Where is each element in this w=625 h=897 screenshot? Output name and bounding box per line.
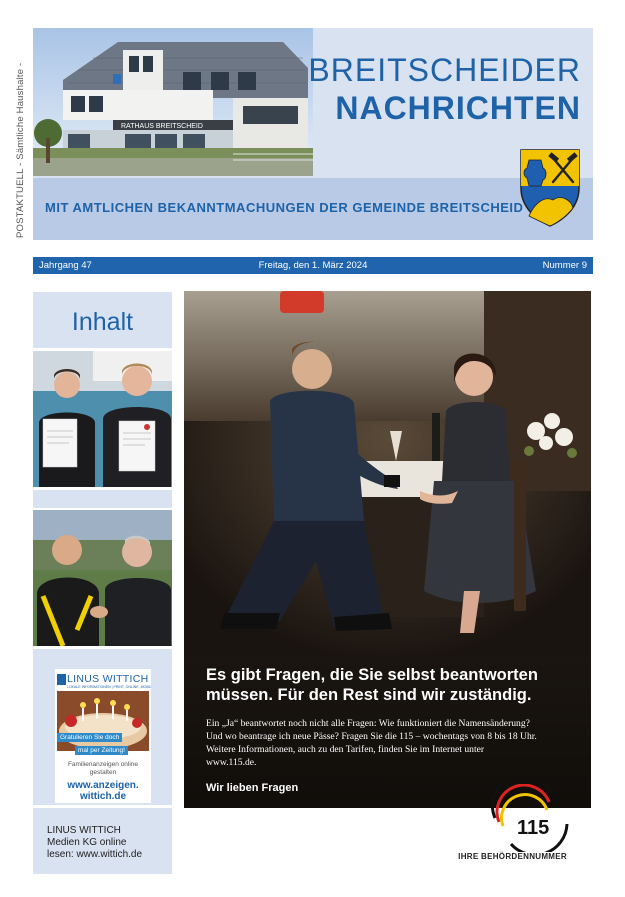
- proposal-scene-illustration: [184, 291, 591, 661]
- online-info-line-2: Medien KG online: [47, 837, 127, 848]
- building-sign: RATHAUS BREITSCHEID: [121, 123, 203, 130]
- boys-certificates-illustration: [33, 351, 172, 487]
- promo-tag-1: Gratulieren Sie doch: [57, 733, 122, 742]
- ad-body-line-4[interactable]: www.115.de.: [206, 757, 257, 768]
- online-info-text: [47, 825, 142, 861]
- title-line-2: NACHRICHTEN: [335, 90, 581, 126]
- online-info-line-3[interactable]: lesen: www.wittich.de: [47, 849, 143, 860]
- photo-two-men-handshake[interactable]: [33, 510, 172, 646]
- promo-text: Familienanzeigen online gestalten: [67, 761, 139, 776]
- subtitle-band: [33, 178, 593, 240]
- ad-headline-2: müssen. Für den Rest sind wir zuständig.: [206, 686, 532, 704]
- issue-date: Freitag, den 1. März 2024: [258, 260, 368, 271]
- promo-tag-2: mal per Zeitung!: [75, 746, 128, 755]
- ad-body-line-2: Und wo beantrage ich neue Pässe? Fragen Sie die 115 – wochentags von 8 bis 18 Uhr.: [206, 731, 537, 742]
- promo-url-line-2[interactable]: wittich.de: [79, 791, 127, 802]
- logo-number: 115: [517, 817, 550, 839]
- side-distribution-note: [0, 0, 30, 897]
- wittich-promo-box: [33, 667, 172, 805]
- promo-url[interactable]: [55, 780, 151, 802]
- side-text: POSTAKTUELL - Sämtliche Haushalte -: [15, 62, 26, 238]
- title-line-1: BREITSCHEIDER: [308, 52, 581, 88]
- contents-header: [33, 292, 172, 348]
- issue-number: Nummer 9: [542, 260, 587, 271]
- ad-headline-1: Es gibt Fragen, die Sie selbst beantworten: [206, 666, 538, 684]
- ad-body-line-1: Ein „Ja“ beantwortet noch nicht alle Fragen: Wie funktioniert die Namensänderung?: [206, 718, 530, 729]
- promo-url-line-1[interactable]: www.anzeigen.: [67, 780, 139, 791]
- promo-brand: LINUS WITTICH: [67, 673, 149, 685]
- masthead-subtitle: MIT AMTLICHEN BEKANNTMACHUNGEN DER GEMEINDE BREITSCHEID: [45, 200, 524, 215]
- promo-brand-sub: LOKALE INFORMATIONEN | PRINT, ONLINE, MOBIL: [67, 685, 152, 689]
- behoerdennummer-115-ad: [184, 291, 591, 875]
- contents-title[interactable]: Inhalt: [71, 308, 134, 336]
- spacer: [33, 649, 172, 667]
- town-hall-photo: [33, 28, 313, 176]
- photo-two-boys-certificates[interactable]: [33, 351, 172, 487]
- cake-candles-illustration: [57, 691, 149, 751]
- behoerdennummer-115-logo-icon: [481, 784, 573, 852]
- ad-footer: [184, 808, 591, 875]
- town-hall-illustration: [33, 28, 313, 176]
- spacer: [33, 490, 172, 508]
- ad-body-line-3: Weitere Informationen, auch zu den Tarifen, finden Sie im Internet unter: [206, 744, 485, 755]
- ad-slogan: Wir lieben Fragen: [206, 782, 299, 794]
- men-handshake-illustration: [33, 510, 172, 646]
- linus-wittich-logo-icon: [57, 674, 66, 685]
- online-info-line-1: LINUS WITTICH: [47, 825, 121, 836]
- logo-label: IHRE BEHÖRDENNUMMER: [458, 852, 567, 861]
- online-reading-info: [33, 808, 172, 874]
- masthead: [33, 28, 593, 240]
- issue-info-bar: [33, 257, 593, 274]
- volume-label: Jahrgang 47: [39, 260, 92, 271]
- municipal-coat-of-arms-icon: [515, 146, 585, 228]
- promo-card[interactable]: [55, 669, 151, 803]
- promo-photo: [57, 691, 149, 751]
